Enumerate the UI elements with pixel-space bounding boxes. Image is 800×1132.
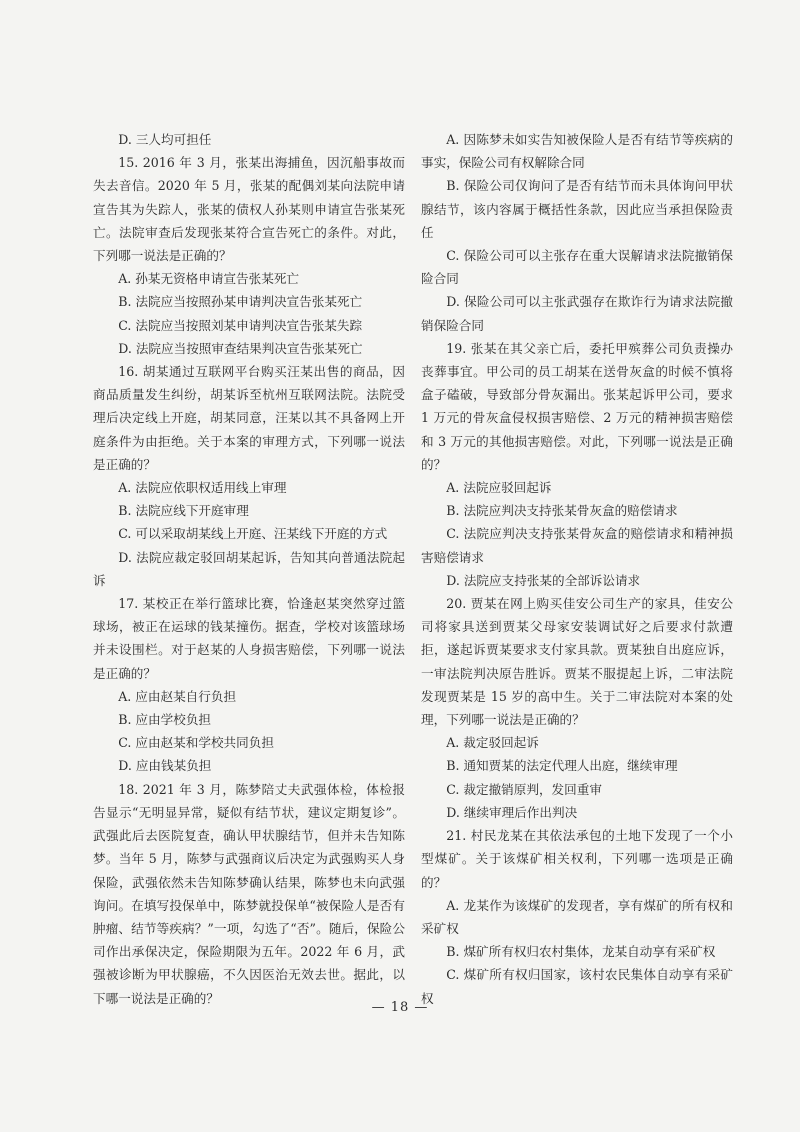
answer-option: D. 法院应裁定驳回胡某起诉，告知其向普通法院起诉 <box>93 549 405 588</box>
answer-option: B. 法院应判决支持张某骨灰盒的赔偿请求 <box>446 503 678 519</box>
answer-option: D. 继续审理后作出判决 <box>446 804 578 820</box>
answer-option: A. 孙某无资格申请宣告张某死亡 <box>118 271 300 287</box>
answer-option: B. 法院应当按照孙某申请判决宣告张某死亡 <box>118 294 363 310</box>
answer-option: D. 应由钱某负担 <box>118 758 212 774</box>
answer-option: C. 可以采取胡某线上开庭、汪某线下开庭的方式 <box>118 526 388 542</box>
answer-option: A. 龙某作为该煤矿的发现者，享有煤矿的所有权和采矿权 <box>421 897 733 936</box>
answer-option: B. 保险公司仅询问了是否有结节而未具体询问甲状腺结节，该内容属于概括性条款，因此应当承担保险责任 <box>421 178 733 240</box>
answer-option: B. 应由学校负担 <box>118 712 212 728</box>
question-stem: 16. 胡某通过互联网平台购买汪某出售的商品，因商品质量发生纠纷，胡某诉至杭州互联网法院。法院受理后决定线上开庭，胡某同意，汪某以其不具备网上开庭条件为由拒绝。关于本案的审理方式，下列哪一说法是正确的？ <box>93 364 405 472</box>
answer-option: B. 煤矿所有权归农村集体，龙某自动享有采矿权 <box>446 944 716 960</box>
answer-option: A. 法院应驳回起诉 <box>446 480 552 496</box>
left-column <box>93 128 405 1010</box>
answer-option: D. 三人均可担任 <box>118 132 212 147</box>
answer-option: C. 煤矿所有权归国家，该村农民集体自动享有采矿权 <box>421 967 733 1006</box>
answer-option: A. 裁定驳回起诉 <box>446 735 539 751</box>
answer-option: B. 通知贾某的法定代理人出庭，继续审理 <box>446 758 678 774</box>
answer-option: A. 应由赵某自行负担 <box>118 688 237 704</box>
answer-option: C. 保险公司可以主张存在重大误解请求法院撤销保险合同 <box>421 248 733 287</box>
question-stem: 20. 贾某在网上购买佳安公司生产的家具，佳安公司将家具送到贾某父母家安装调试好之后要求付款遭拒，遂起诉贾某要求支付家具款。贾某独自出庭应诉，一审法院判决原告胜诉。贾某不服提起上诉，二审法院发现贾某是 15 岁的高中生。关于二审法院对本案的处理，下列哪一说法是正确的？ <box>421 596 733 728</box>
answer-option: A. 法院应依职权适用线上审理 <box>118 480 287 496</box>
answer-option: C. 法院应当按照刘某申请判决宣告张某失踪 <box>118 317 363 333</box>
question-stem: 19. 张某在其父亲亡后，委托甲殡葬公司负责操办丧葬事宜。甲公司的员工胡某在送骨灰盒的时候不慎将盒子磕破，导致部分骨灰漏出。张某起诉甲公司，要求 1 万元的骨灰盒侵权损害赔偿、2 万元的精神损害赔偿和 3 万元的其他损害赔偿。对此，下列哪一说法是正确的？ <box>421 340 733 472</box>
answer-option: C. 应由赵某和学校共同负担 <box>118 735 274 751</box>
question-stem: 18. 2021 年 3 月，陈梦陪丈夫武强体检，体检报告显示“无明显异常，疑似有结节状，建议定期复诊”。武强此后去医院复查，确认甲状腺结节，但并未告知陈梦。当年 5 月，陈梦与武强商议后决定为武强购买人身保险，武强依然未告知陈梦确认结果，陈梦也未向武强询问。在填写投保单中，陈梦就投保单“被保险人是否有肿瘤、结节等疾病？”一项，勾选了“否”。随后，保险公司作出承保决定，保险期限为五年。2022 年 6 月，武强被诊断为甲状腺癌，不久因医治无效去世。据此，以下哪一说法是正确的？ <box>93 781 405 1006</box>
answer-option: A. 因陈梦未如实告知被保险人是否有结节等疾病的事实，保险公司有权解除合同 <box>421 132 733 171</box>
answer-option: D. 法院应当按照审查结果判决宣告张某死亡 <box>118 340 363 356</box>
question-stem: 17. 某校正在举行篮球比赛，恰逢赵某突然穿过篮球场，被正在运球的钱某撞伤。据查，学校对该篮球场并未设围栏。对于赵某的人身损害赔偿，下列哪一说法是正确的？ <box>93 596 405 681</box>
answer-option: C. 裁定撤销原判，发回重审 <box>446 781 602 797</box>
answer-option: D. 保险公司可以主张武强存在欺诈行为请求法院撤销保险合同 <box>421 294 733 333</box>
question-stem: 15. 2016 年 3 月，张某出海捕鱼，因沉船事故而失去音信。2020 年 5 月，张某的配偶刘某向法院申请宣告其为失踪人，张某的债权人孙某则申请宣告张某死亡。法院审查后发现张某符合宣告死亡的条件。对此，下列哪一说法是正确的？ <box>93 155 405 264</box>
answer-option: D. 法院应支持张某的全部诉讼请求 <box>446 572 641 588</box>
answer-option: B. 法院应线下开庭审理 <box>118 503 249 519</box>
answer-option: C. 法院应判决支持张某骨灰盒的赔偿请求和精神损害赔偿请求 <box>421 526 733 565</box>
page-number: — 18 — <box>371 1000 429 1015</box>
right-column <box>421 128 733 1010</box>
question-stem: 21. 村民龙某在其依法承包的土地下发现了一个小型煤矿。关于该煤矿相关权利，下列哪一选项是正确的？ <box>421 828 733 890</box>
